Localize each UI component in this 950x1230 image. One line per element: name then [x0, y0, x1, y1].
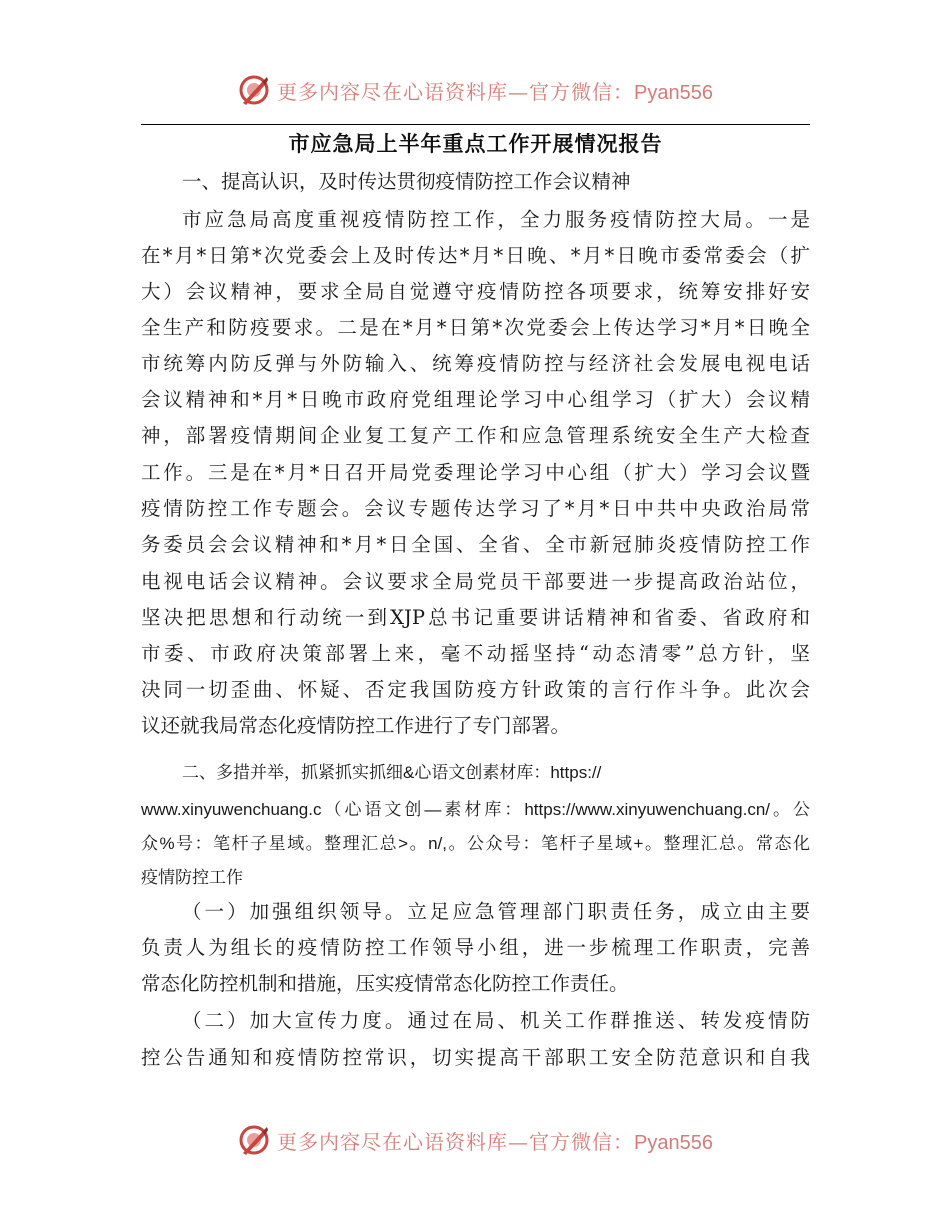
pen-logo-icon — [237, 73, 271, 107]
body-line: 常态化防控机制和措施，压实疫情常态化防控工作责任。 — [141, 972, 629, 995]
header-rule — [141, 124, 810, 125]
subsection-2: （二）加大宣传力度。通过在局、机关工作群推送、转发疫情防 — [182, 1009, 810, 1032]
body-line: 在*月*日第*次党委会上及时传达*月*日晚、*月*日晚市委常委会（扩 — [141, 244, 810, 267]
body-line: 会议精神和*月*日晚市政府党组理论学习中心组学习（扩大）会议精 — [141, 388, 810, 411]
watermark-text: 更多内容尽在心语资料库—官方微信：Pyan556 — [277, 79, 713, 104]
section-heading-2: 二、多措并举，抓紧抓实抓细&心语文创素材库：https:// — [182, 763, 602, 782]
section-heading-1: 一、提高认识，及时传达贯彻疫情防控工作会议精神 — [182, 170, 631, 193]
body-line: 坚决把思想和行动统一到XJP总书记重要讲话精神和省委、省政府和 — [141, 606, 810, 629]
body-line: 决同一切歪曲、怀疑、否定我国防疫方针政策的言行作斗争。此次会 — [141, 678, 810, 701]
body-line-sans: 众%号：笔杆子星域。整理汇总>。n/,。公众号：笔杆子星域+。整理汇总。常态化 — [141, 834, 810, 853]
body-line: 市应急局高度重视疫情防控工作，全力服务疫情防控大局。一是 — [182, 208, 810, 231]
body-line: 大）会议精神，要求全局自觉遵守疫情防控各项要求，统筹安排好安 — [141, 280, 810, 303]
body-line: 工作。三是在*月*日召开局党委理论学习中心组（扩大）学习会议暨 — [141, 461, 810, 484]
body-line: 电视电话会议精神。会议要求全局党员干部要进一步提高政治站位， — [141, 570, 810, 593]
body-line: 市委、市政府决策部署上来，毫不动摇坚持“动态清零”总方针，坚 — [141, 642, 810, 665]
document-title: 市应急局上半年重点工作开展情况报告 — [288, 132, 663, 156]
subsection-1: （一）加强组织领导。立足应急管理部门职责任务，成立由主要 — [182, 900, 810, 923]
body-line-sans: www.xinyuwenchuang.c（心语文创—素材库：https://www.xinyuwenchuang.cn/。公 — [141, 800, 810, 819]
body-line: 议还就我局常态化疫情防控工作进行了专门部署。 — [141, 714, 571, 737]
watermark-banner-bottom — [0, 1120, 950, 1160]
body-line: 控公告通知和疫情防控常识，切实提高干部职工安全防范意识和自我 — [141, 1046, 810, 1069]
body-line-sans: 疫情防控工作 — [141, 868, 243, 887]
watermark-banner-top — [0, 70, 950, 110]
watermark-text: 更多内容尽在心语资料库—官方微信：Pyan556 — [277, 1129, 713, 1154]
body-line: 市统筹内防反弹与外防输入、统筹疫情防控与经济社会发展电视电话 — [141, 352, 810, 375]
watermark-handle: Pyan556 — [634, 1131, 713, 1154]
body-line: 疫情防控工作专题会。会议专题传达学习了*月*日中共中央政治局常 — [141, 497, 810, 520]
body-line: 神，部署疫情期间企业复工复产工作和应急管理系统安全生产大检查 — [141, 424, 810, 447]
body-line: 负责人为组长的疫情防控工作领导小组，进一步梳理工作职责，完善 — [141, 936, 810, 959]
body-line: 务委员会会议精神和*月*日全国、全省、全市新冠肺炎疫情防控工作 — [141, 533, 810, 556]
watermark-handle: Pyan556 — [634, 81, 713, 104]
body-line: 全生产和防疫要求。二是在*月*日第*次党委会上传达学习*月*日晚全 — [141, 316, 810, 339]
pen-logo-icon — [237, 1123, 271, 1157]
